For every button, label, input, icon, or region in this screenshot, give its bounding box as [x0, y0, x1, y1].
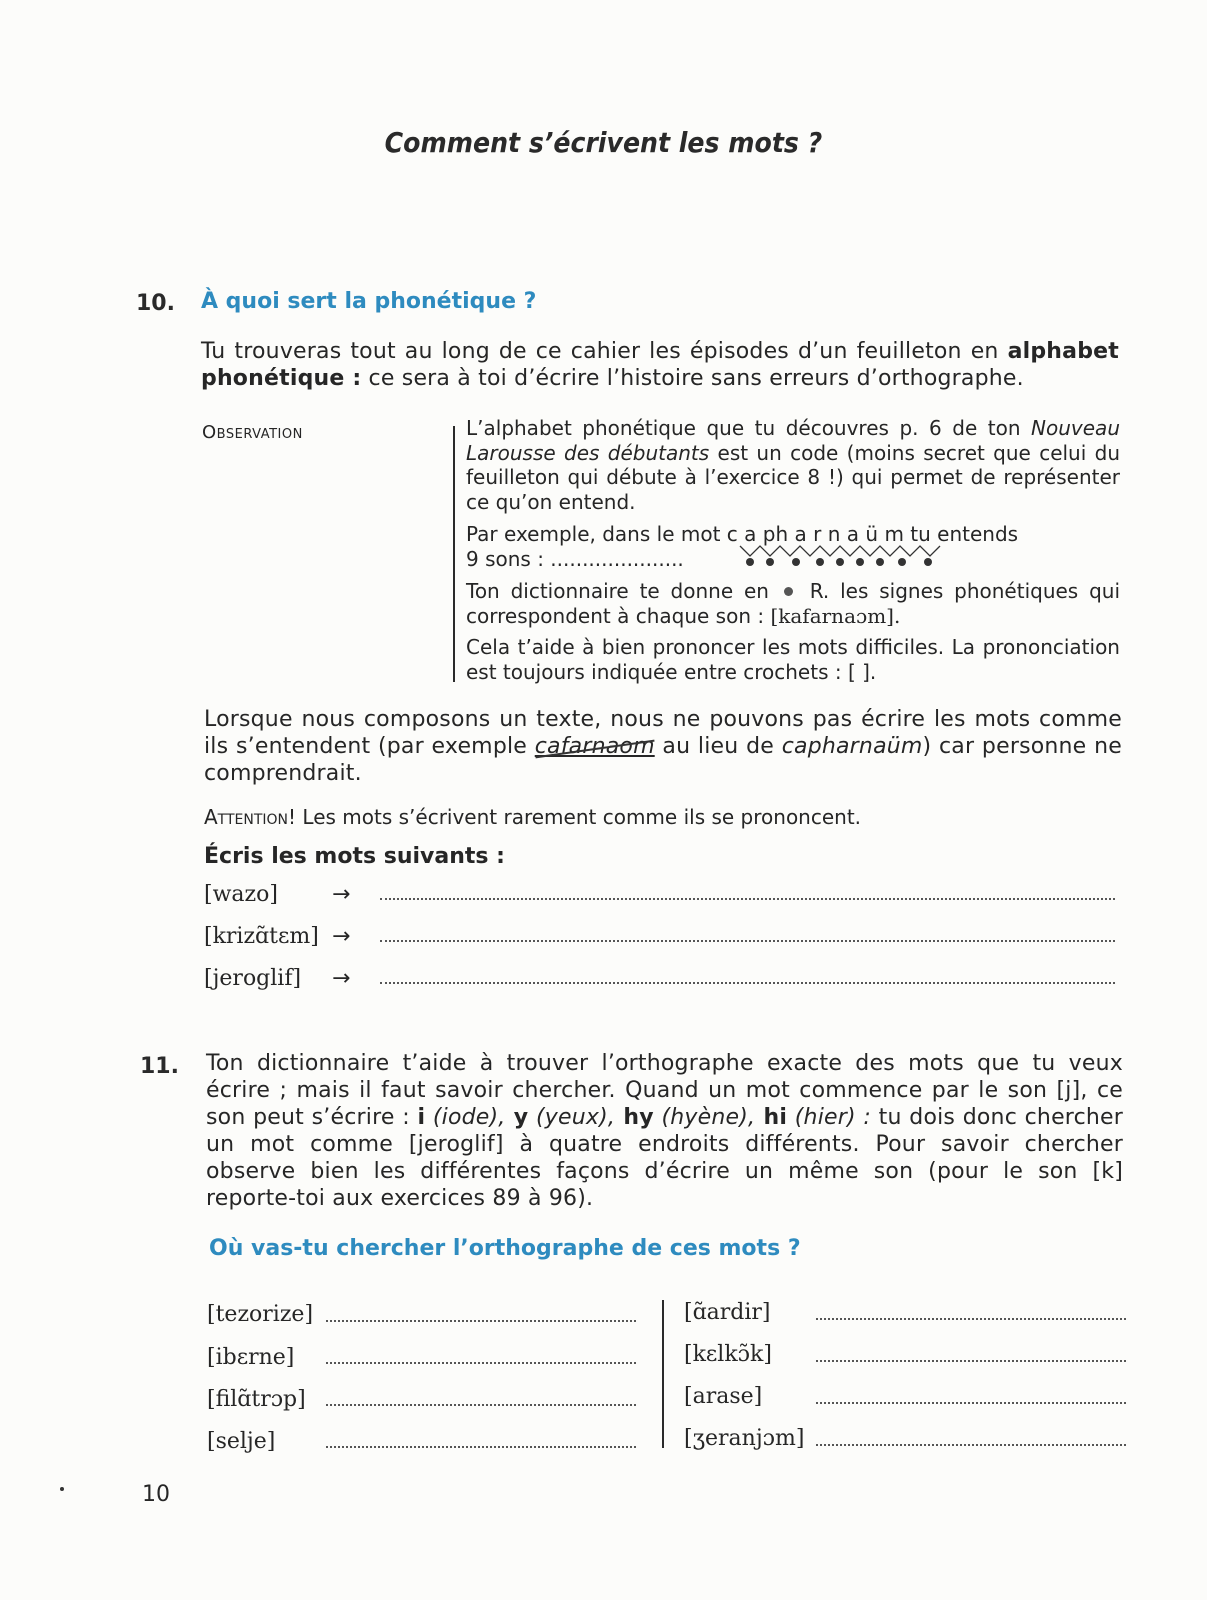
answer-line-right-3[interactable]: [816, 1402, 1126, 1404]
example-hier: (hier) :: [787, 1105, 872, 1130]
answer-line-left-4[interactable]: [326, 1446, 636, 1448]
word-jeroglif: [jeroglif]: [204, 966, 302, 991]
book-title: Nouveau Larousse des débutants: [466, 416, 1120, 465]
para-text: Ton dictionnaire t’aide à trouver l’orthographe exacte des mots que tu veux écrire ; mais il faut savoir chercher. Quand un mot commence par le son [j], ce son peut s’écrire :: [206, 1051, 1123, 1130]
sound-letter: n: [827, 522, 841, 546]
exercise-10-intro: [201, 338, 1119, 392]
para-text: ) car personne ne comprendrait.: [204, 734, 1122, 786]
answer-line-left-2[interactable]: [326, 1362, 636, 1364]
intro-text: Tu trouveras tout au long de ce cahier les épisodes d’un feuilleton en: [201, 339, 1008, 364]
spelling-y: y: [505, 1105, 529, 1130]
speck: [60, 1487, 64, 1491]
sound-markers: [736, 544, 946, 570]
example-yeux: (yeux),: [528, 1105, 616, 1130]
answer-line-1[interactable]: [380, 898, 1115, 900]
exercise-10-para-2: [204, 706, 1122, 787]
obs-text: tu entends: [910, 522, 1019, 546]
word-selje: [selje]: [207, 1429, 276, 1454]
obs-text: Par exemple, dans le mot: [466, 522, 721, 546]
attention-label: Attention: [204, 805, 289, 829]
word-tezorize: [tezorize]: [207, 1302, 314, 1327]
bullet-icon: [784, 587, 793, 596]
sound-letter: a: [794, 522, 807, 546]
exercise-10-number: 10.: [136, 291, 175, 316]
word-iberne: [ibɛrne]: [207, 1345, 295, 1370]
exercise-11-heading: Où vas-tu chercher l’orthographe de ces mots ?: [209, 1236, 801, 1261]
intro-bold: alphabet phonétique :: [201, 339, 1119, 391]
page-number: 10: [142, 1482, 170, 1507]
word-wazo: [wazo]: [204, 882, 278, 907]
word-krizantem: [krizɑ̃tɛm]: [204, 924, 319, 949]
exercise-10-heading: À quoi sert la phonétique ?: [201, 289, 537, 314]
answer-line-left-3[interactable]: [326, 1404, 636, 1406]
observation-para-1: [466, 416, 1120, 514]
para-text: Lorsque nous composons un texte, nous ne pouvons pas écrire les mots comme ils s’entendent (par exemple: [204, 707, 1122, 759]
example-iode: (iode),: [425, 1105, 506, 1130]
answer-line-right-1[interactable]: [816, 1318, 1126, 1320]
word-aardir: [ɑ̃ardir]: [684, 1300, 771, 1325]
exercise-instruction: Écris les mots suivants :: [204, 844, 505, 869]
obs-text: Ton dictionnaire te donne en: [466, 579, 769, 603]
attention-text: ! Les mots s’écrivent rarement comme ils se prononcent.: [288, 805, 862, 829]
sound-count-blank: 9 sons : .....................: [466, 546, 684, 571]
obs-text: L’alphabet phonétique que tu découvres p. 6 de ton: [466, 416, 1032, 440]
arrow-icon: →: [332, 882, 351, 907]
spelling-hy: hy: [615, 1105, 654, 1130]
attention-note: [204, 805, 861, 829]
answer-line-right-4[interactable]: [816, 1444, 1126, 1446]
sound-letter: a: [846, 522, 860, 546]
page-title: Comment s’écrivent les mots ?: [384, 126, 823, 159]
sound-letter: ph: [762, 522, 789, 546]
spelling-hi: hi: [755, 1105, 788, 1130]
spelling-i: i: [417, 1105, 426, 1130]
correct-word: capharnaüm: [781, 734, 923, 759]
word-arase: [arase]: [684, 1384, 763, 1409]
sound-letter: a: [744, 522, 757, 546]
para-text: au lieu de: [654, 734, 782, 759]
word-zeranjom: [ʒeranjɔm]: [684, 1426, 805, 1451]
answer-line-right-2[interactable]: [816, 1360, 1126, 1362]
exercise-11-paragraph: [206, 1050, 1123, 1212]
observation-para-4: Cela t’aide à bien prononcer les mots difficiles. La prononciation est toujours indiquée entre crochets : [ ].: [466, 635, 1120, 684]
sound-letter: r: [813, 522, 822, 546]
observation-label: Observation: [202, 422, 303, 443]
observation-para-3: [466, 579, 1120, 628]
word-filantrop: [filɑ̃trɔp]: [207, 1387, 306, 1412]
para-text: tu dois donc chercher un mot comme [jeroglif] à quatre endroits différents. Pour savoir chercher observe bien les différentes façons d’écrire un même son (pour le son [k] reporte-toi aux exercices 89 à 96).: [206, 1105, 1123, 1211]
crossed-word: cafarnaom: [534, 734, 655, 759]
sound-letter: ü: [865, 522, 879, 546]
word-kelkok: [kɛlkɔ̃k]: [684, 1342, 772, 1367]
sound-letter: c: [726, 522, 738, 546]
answer-line-3[interactable]: [380, 982, 1115, 984]
phonetic-example: [kafarnaɔm].: [770, 603, 901, 628]
arrow-icon: →: [332, 966, 351, 991]
example-word: [727, 522, 904, 547]
obs-text: est un code (moins secret que celui du feuilleton qui débute à l’exercice 8 !) qui permet de représenter ce qu’on entend.: [466, 440, 1120, 514]
exercise-11-number: 11.: [140, 1054, 179, 1079]
answer-line-2[interactable]: [380, 940, 1115, 942]
sound-letter: m: [884, 522, 904, 546]
obs-text: R. les signes phonétiques qui correspondent à chaque son :: [466, 579, 1121, 628]
example-hyene: (hyène),: [653, 1105, 756, 1130]
answer-line-left-1[interactable]: [326, 1320, 636, 1322]
intro-text-end: ce sera à toi d’écrire l’histoire sans erreurs d’orthographe.: [361, 366, 1024, 391]
arrow-icon: →: [332, 924, 351, 949]
column-divider: [662, 1300, 664, 1448]
observation-rule: [453, 426, 455, 682]
